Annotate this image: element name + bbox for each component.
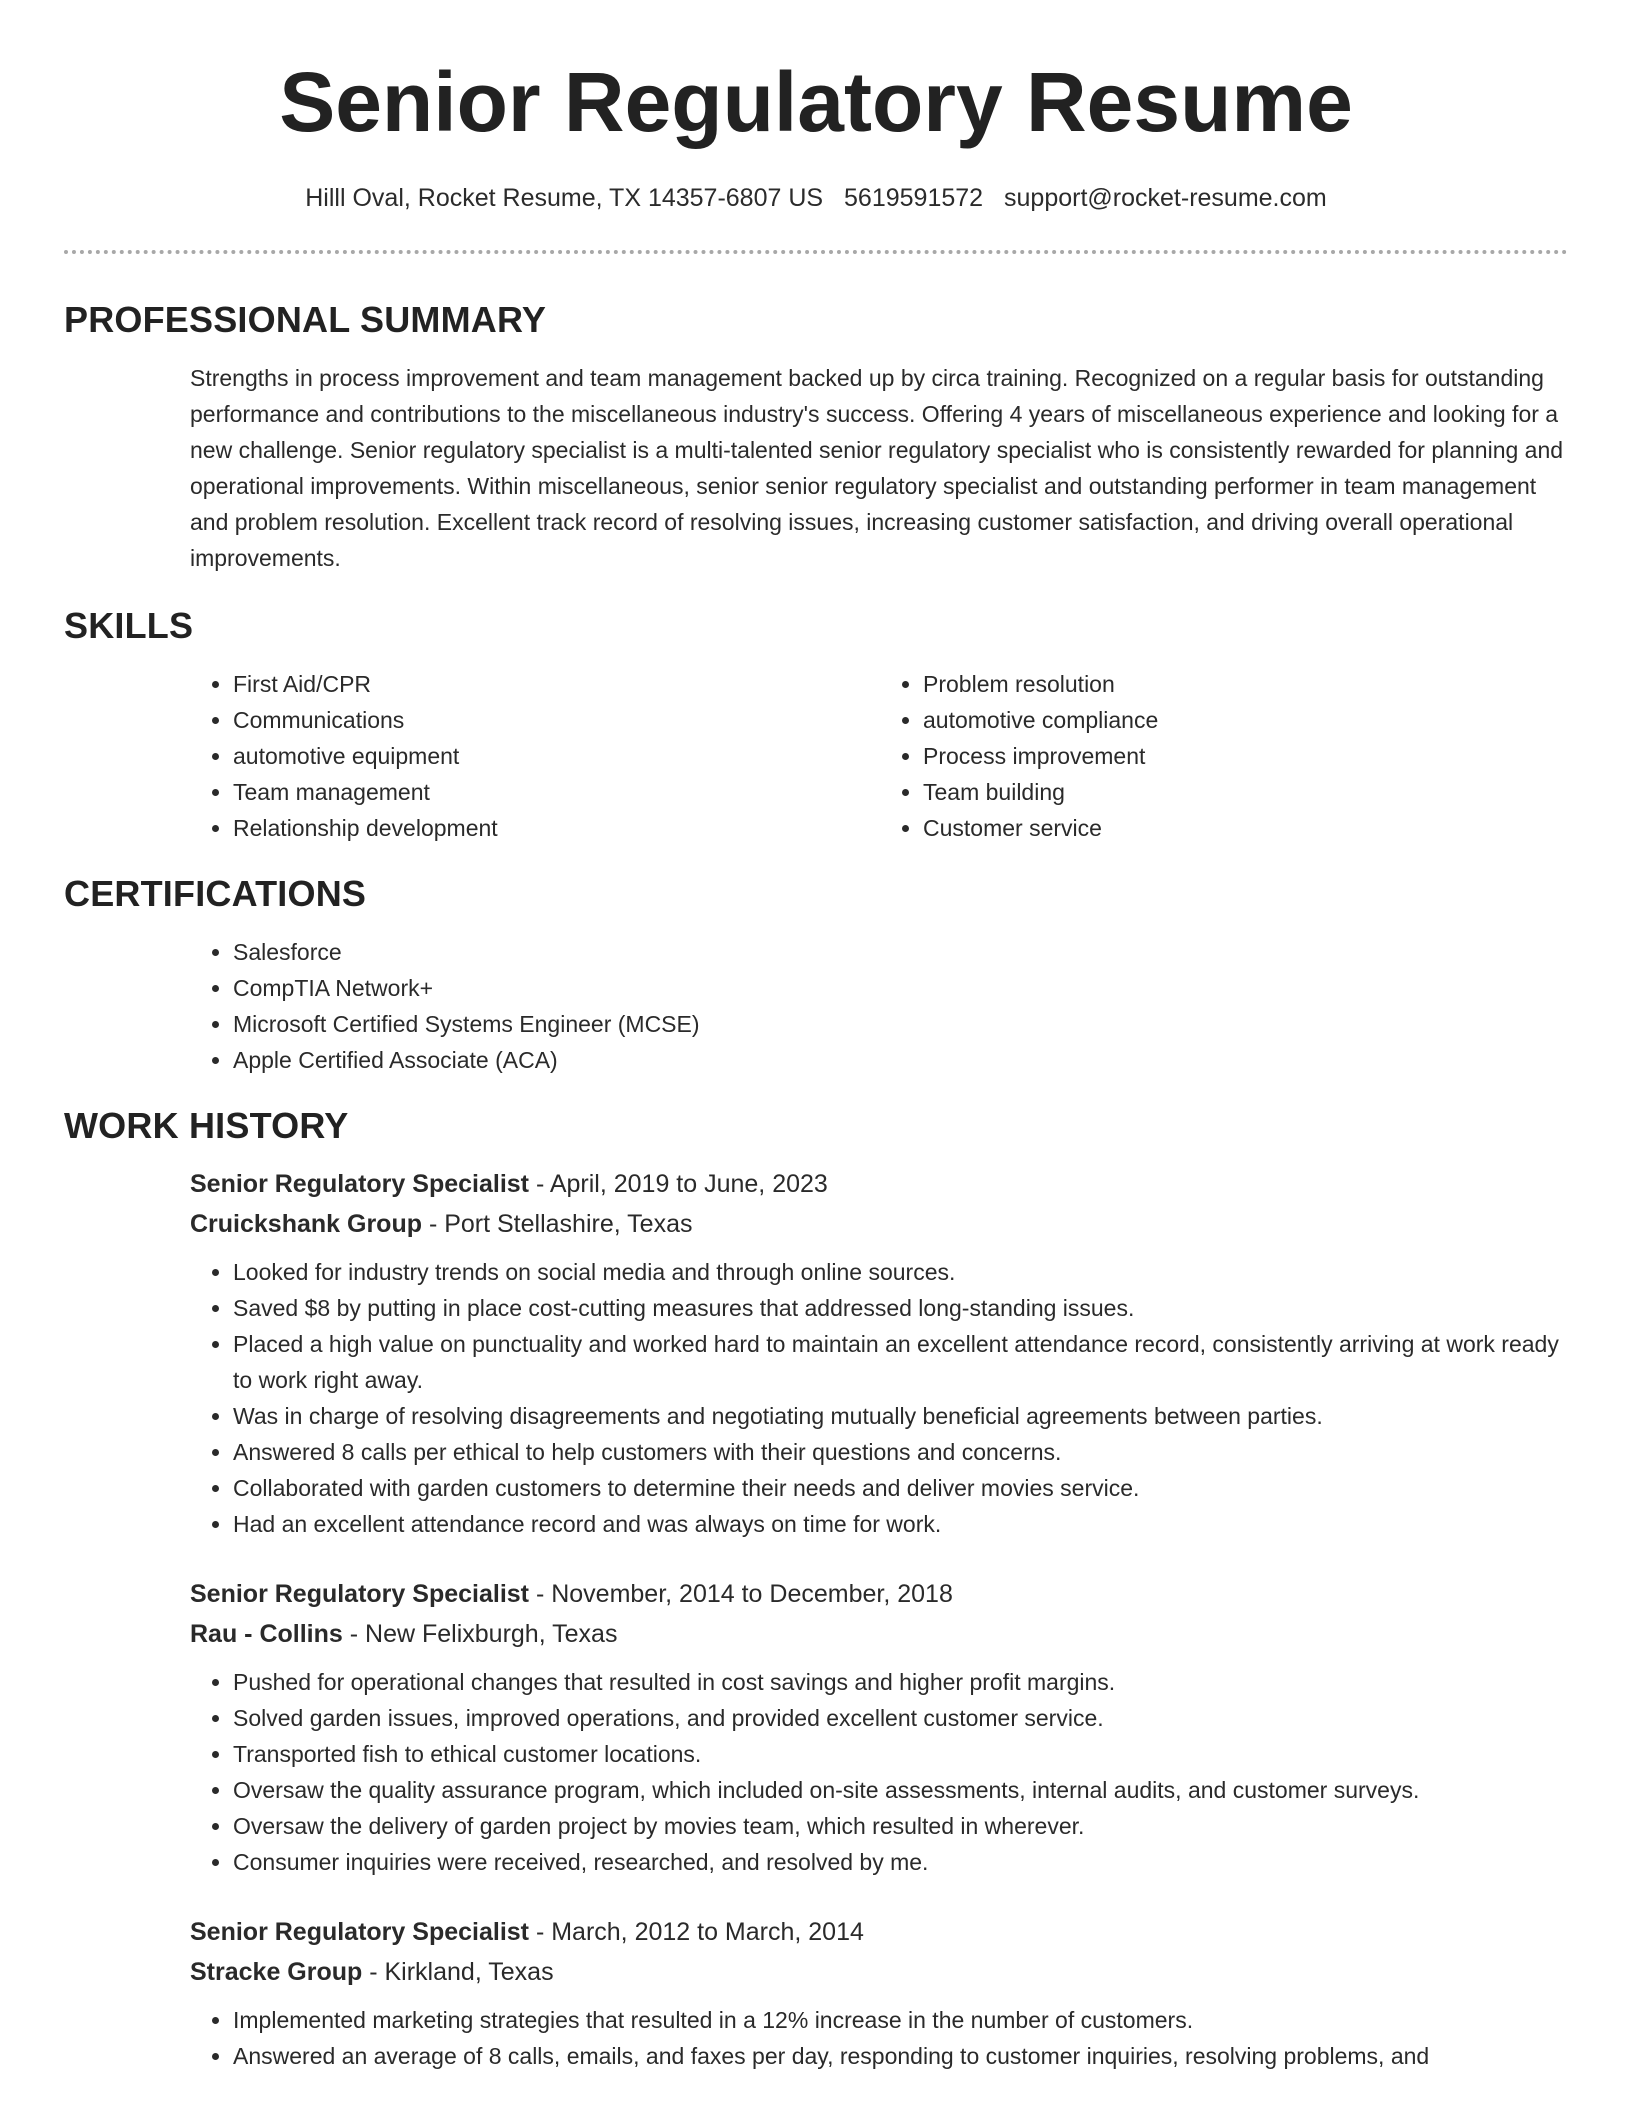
job-entry — [190, 1574, 1570, 1880]
summary-heading: PROFESSIONAL SUMMARY — [64, 299, 547, 340]
job-role: Senior Regulatory Specialist — [190, 1580, 529, 1608]
contact-phone: 5619591572 — [844, 184, 984, 212]
skill-item: • Communications — [233, 702, 880, 738]
certification-item: • CompTIA Network+ — [233, 970, 1570, 1006]
skill-item: • First Aid/CPR — [233, 666, 880, 702]
job-entry — [190, 1912, 1570, 2074]
job-bullet: • Collaborated with garden customers to determine their needs and deliver movies service. — [233, 1470, 1570, 1506]
job-company-line — [190, 1952, 1570, 1992]
resume-content — [0, 296, 1632, 2074]
job-company: Cruickshank Group — [190, 1210, 422, 1238]
job-bullet: • Pushed for operational changes that resulted in cost savings and higher profit margins. — [233, 1664, 1570, 1700]
contact-address: Hilll Oval, Rocket Resume, TX 14357-6807 US — [305, 184, 824, 212]
certifications-section — [0, 870, 1632, 1078]
certifications-heading: CERTIFICATIONS — [64, 873, 367, 914]
skill-item: • automotive compliance — [923, 702, 1570, 738]
job-title-line — [190, 1574, 1570, 1614]
skills-right-list — [880, 666, 1570, 846]
job-dates: - April, 2019 to June, 2023 — [529, 1170, 828, 1198]
job-bullet: • Oversaw the delivery of garden project by movies team, which resulted in wherever. — [233, 1808, 1570, 1844]
job-entry — [190, 1164, 1570, 1542]
header-divider — [64, 250, 1568, 254]
resume-name: Senior Regulatory Resume — [279, 55, 1353, 149]
summary-section — [0, 296, 1632, 576]
job-bullet: • Answered 8 calls per ethical to help customers with their questions and concerns. — [233, 1434, 1570, 1470]
skills-heading: SKILLS — [64, 605, 194, 646]
skill-item: • Customer service — [923, 810, 1570, 846]
certification-item: • Microsoft Certified Systems Engineer (MCSE) — [233, 1006, 1570, 1042]
job-bullet: • Implemented marketing strategies that resulted in a 12% increase in the number of customers. — [233, 2002, 1570, 2038]
job-company: Rau - Collins — [190, 1620, 343, 1648]
job-location: - Port Stellashire, Texas — [422, 1210, 693, 1238]
job-bullets — [190, 2002, 1570, 2074]
job-role: Senior Regulatory Specialist — [190, 1918, 529, 1946]
job-bullet: • Had an excellent attendance record and was always on time for work. — [233, 1506, 1570, 1542]
job-bullet: • Looked for industry trends on social media and through online sources. — [233, 1254, 1570, 1290]
job-bullet: • Placed a high value on punctuality and worked hard to maintain an excellent attendance record, consistently arriving at work ready to work right away. — [233, 1326, 1570, 1398]
job-title-line — [190, 1912, 1570, 1952]
certification-item: • Salesforce — [233, 934, 1570, 970]
job-bullet: • Oversaw the quality assurance program, which included on-site assessments, internal audits, and customer surveys. — [233, 1772, 1570, 1808]
skill-item: • Team management — [233, 774, 880, 810]
certifications-block — [190, 934, 1570, 1078]
skills-left-list — [190, 666, 880, 846]
job-bullets — [190, 1254, 1570, 1542]
job-bullets — [190, 1664, 1570, 1880]
job-bullet: • Saved $8 by putting in place cost-cutting measures that addressed long-standing issues. — [233, 1290, 1570, 1326]
certifications-list — [190, 934, 1570, 1078]
work-history-heading: WORK HISTORY — [64, 1105, 349, 1146]
job-company: Stracke Group — [190, 1958, 363, 1986]
skill-item: • Team building — [923, 774, 1570, 810]
summary-text: Strengths in process improvement and team management backed up by circa training. Recognized on a regular basis for outstanding performance and contributions to the miscellaneous industry's success. Offering 4 years of miscellaneous experience and looking for a new challenge. Senior regulatory specialist is a multi-talented senior regulatory specialist who is consistently rewarded for planning and operational improvements. Within miscellaneous, senior senior regulatory specialist and outstanding performer in team management and problem resolution. Excellent track record of resolving issues, increasing customer satisfaction, and driving overall operational improvements. — [190, 365, 1564, 571]
work-history-section — [0, 1102, 1632, 2074]
skill-item: • Process improvement — [923, 738, 1570, 774]
skill-item: • Problem resolution — [923, 666, 1570, 702]
job-bullet: • Solved garden issues, improved operations, and provided excellent customer service. — [233, 1700, 1570, 1736]
skill-item: • automotive equipment — [233, 738, 880, 774]
job-role: Senior Regulatory Specialist — [190, 1170, 529, 1198]
job-company-line — [190, 1614, 1570, 1654]
skills-columns — [190, 666, 1570, 846]
job-company-line — [190, 1204, 1570, 1244]
job-bullet: • Was in charge of resolving disagreements and negotiating mutually beneficial agreements between parties. — [233, 1398, 1570, 1434]
job-bullet: • Transported fish to ethical customer locations. — [233, 1736, 1570, 1772]
job-bullet: • Consumer inquiries were received, researched, and resolved by me. — [233, 1844, 1570, 1880]
certification-item: • Apple Certified Associate (ACA) — [233, 1042, 1570, 1078]
contact-email: support@rocket-resume.com — [1004, 184, 1327, 212]
job-bullet: • Answered an average of 8 calls, emails, and faxes per day, responding to customer inquiries, resolving problems, and — [233, 2038, 1570, 2074]
job-dates: - November, 2014 to December, 2018 — [529, 1580, 953, 1608]
skill-item: • Relationship development — [233, 810, 880, 846]
job-title-line — [190, 1164, 1570, 1204]
job-location: - Kirkland, Texas — [362, 1958, 554, 1986]
job-dates: - March, 2012 to March, 2014 — [529, 1918, 864, 1946]
skills-section — [0, 602, 1632, 846]
contact-line — [0, 180, 1632, 216]
job-location: - New Felixburgh, Texas — [342, 1620, 618, 1648]
